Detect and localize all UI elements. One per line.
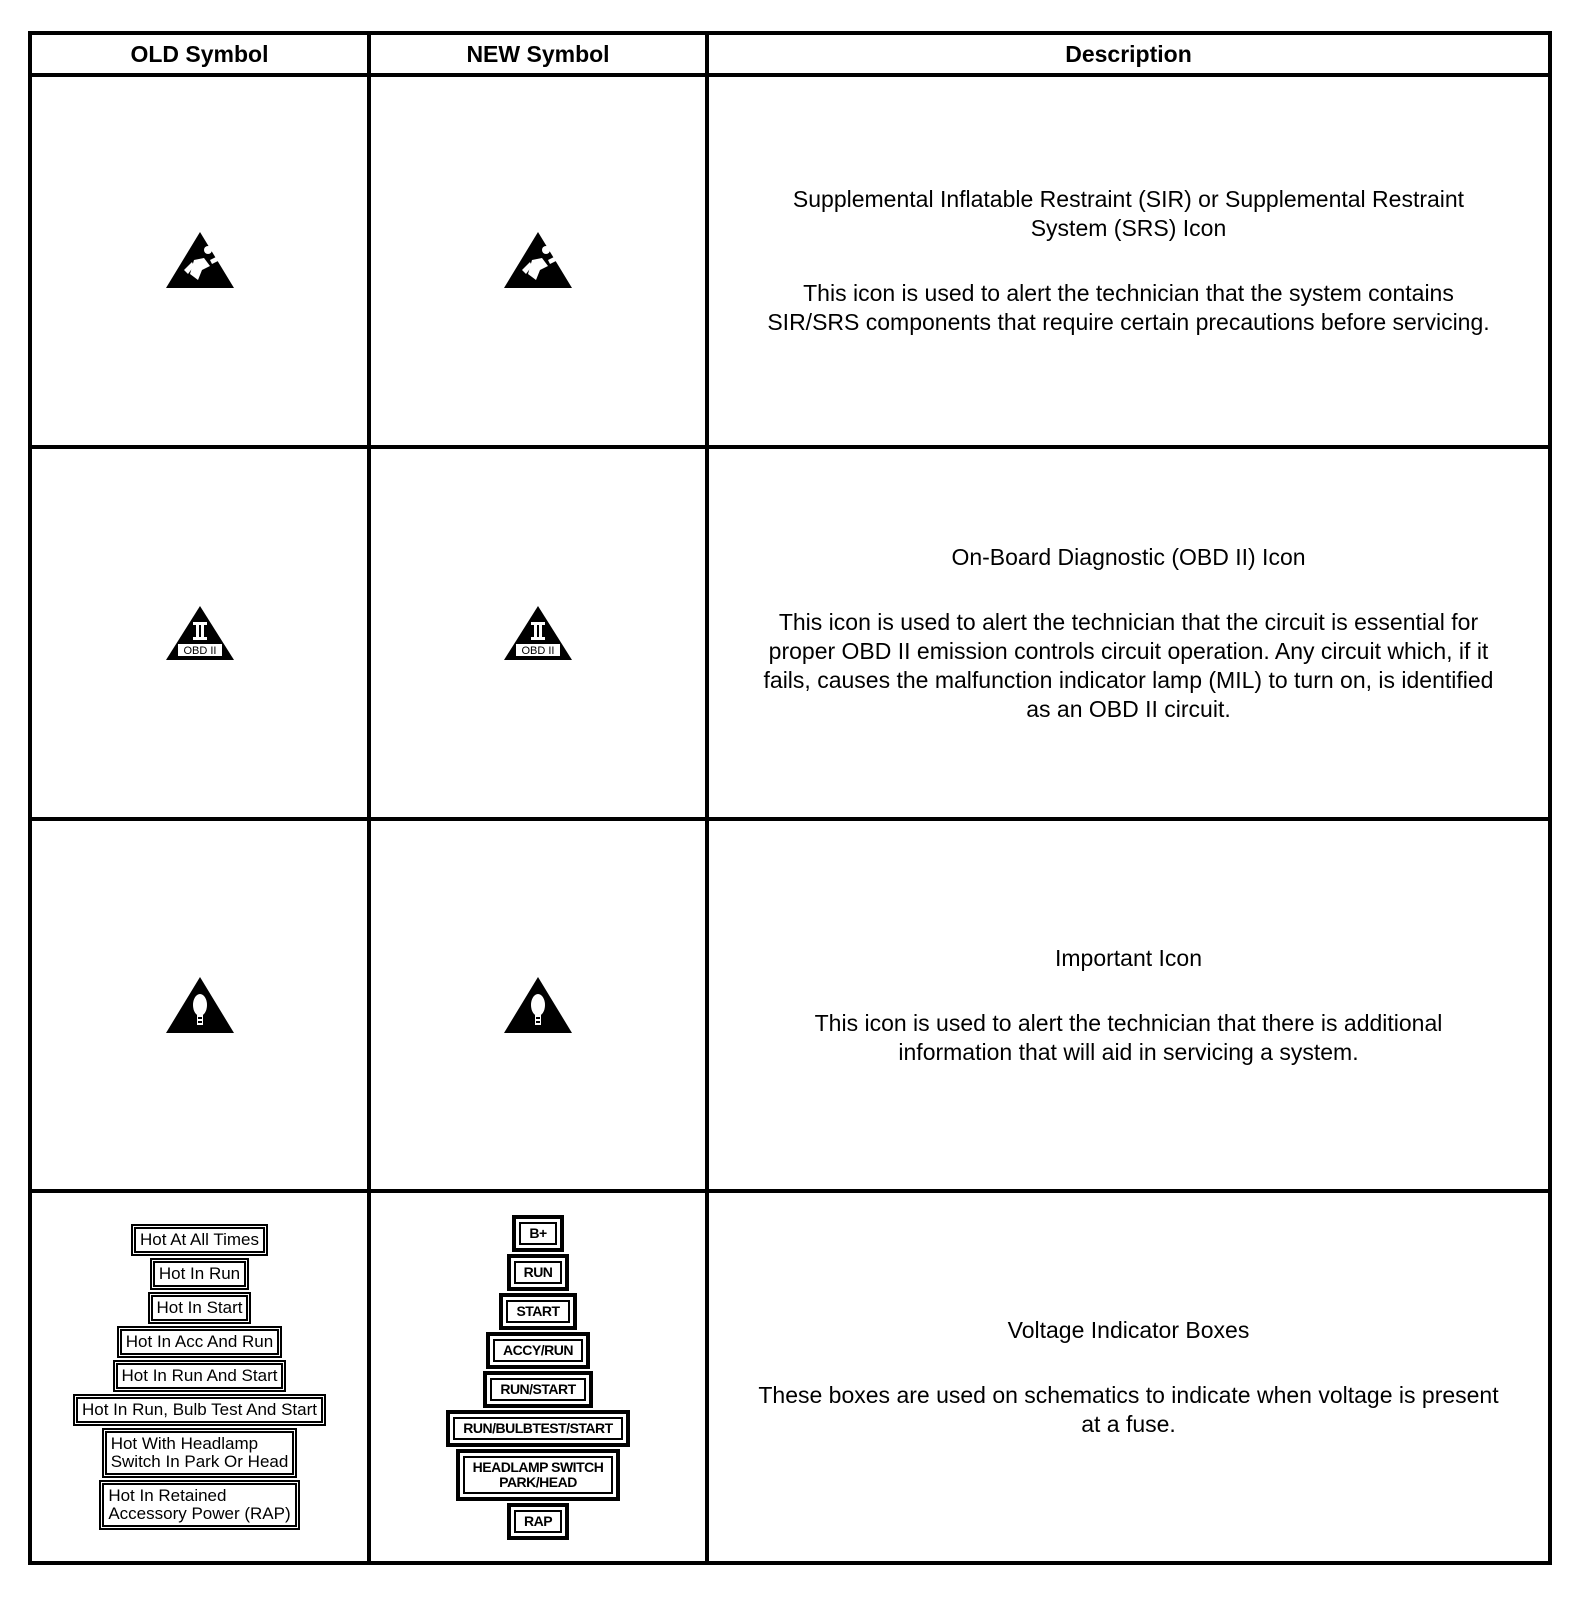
old-voltage-box: Hot In Acc And Run — [120, 1329, 279, 1355]
new-voltage-box: HEADLAMP SWITCH PARK/HEAD — [456, 1449, 621, 1501]
header-new-symbol: NEW Symbol — [369, 33, 707, 75]
symbol-table — [28, 31, 1552, 1565]
obd-icon-label: OBD II — [521, 645, 555, 657]
table-row — [30, 447, 1550, 819]
old-symbol-cell — [30, 75, 369, 447]
new-voltage-box: ACCY/RUN — [486, 1332, 590, 1369]
old-voltage-box: Hot With Headlamp Switch In Park Or Head — [105, 1431, 295, 1475]
description-title: Important Icon — [1054, 944, 1203, 971]
important-warning-icon — [164, 975, 236, 1035]
new-voltage-box: START — [499, 1293, 576, 1330]
new-voltage-box: RUN/BULBTEST/START — [446, 1410, 629, 1447]
description-body: This icon is used to alert the technician that the system contains SIR/SRS components that require certain precautions before servicing. — [767, 280, 1490, 335]
new-voltage-box: RUN — [507, 1254, 570, 1291]
description-cell — [707, 1191, 1550, 1563]
header-description: Description — [707, 33, 1550, 75]
table-row — [30, 75, 1550, 447]
old-voltage-box-list — [32, 1223, 367, 1531]
new-voltage-box: RUN/START — [483, 1371, 592, 1408]
description-title: Supplemental Inflatable Restraint (SIR) or Supplemental Restraint System (SRS) Icon — [792, 186, 1465, 241]
new-voltage-box-list — [371, 1214, 705, 1541]
obd-ii-icon — [502, 604, 574, 662]
sir-srs-warning-icon — [164, 230, 236, 292]
description-body: This icon is used to alert the technician that the circuit is essential for proper OBD II emission controls circuit operation. Any circuit which, if it fails, causes the malfunction indicator lamp (MIL) to turn on, is identified as an OBD II circuit. — [763, 608, 1494, 722]
description-body: This icon is used to alert the technician that there is additional information that will aid in servicing a system. — [814, 1009, 1443, 1065]
obd-icon-label: OBD II — [182, 645, 217, 657]
new-symbol-cell — [369, 819, 707, 1191]
new-voltage-box: RAP — [507, 1503, 569, 1540]
old-voltage-box: Hot At All Times — [134, 1227, 265, 1253]
new-symbol-cell — [369, 447, 707, 819]
sir-srs-warning-icon — [502, 230, 574, 292]
old-voltage-box: Hot In Run And Start — [116, 1363, 284, 1389]
header-old-symbol: OLD Symbol — [30, 33, 369, 75]
header-row — [30, 33, 1550, 75]
description-cell — [707, 447, 1550, 819]
obd-ii-icon — [164, 604, 236, 662]
description-body: These boxes are used on schematics to indicate when voltage is present at a fuse. — [758, 1381, 1499, 1437]
table-row — [30, 1191, 1550, 1563]
description-title: On-Board Diagnostic (OBD II) Icon — [951, 543, 1306, 570]
old-voltage-box: Hot In Retained Accessory Power (RAP) — [102, 1483, 296, 1527]
old-symbol-cell — [30, 447, 369, 819]
old-symbol-cell — [30, 1191, 369, 1563]
new-voltage-box: B+ — [512, 1215, 563, 1252]
description-cell — [707, 75, 1550, 447]
new-symbol-cell — [369, 1191, 707, 1563]
important-warning-icon — [502, 975, 574, 1035]
old-voltage-box: Hot In Run — [153, 1261, 246, 1287]
table-row — [30, 819, 1550, 1191]
old-voltage-box: Hot In Start — [151, 1295, 249, 1321]
description-cell — [707, 819, 1550, 1191]
old-voltage-box: Hot In Run, Bulb Test And Start — [76, 1397, 323, 1423]
old-symbol-cell — [30, 819, 369, 1191]
new-symbol-cell — [369, 75, 707, 447]
description-title: Voltage Indicator Boxes — [1007, 1316, 1250, 1343]
